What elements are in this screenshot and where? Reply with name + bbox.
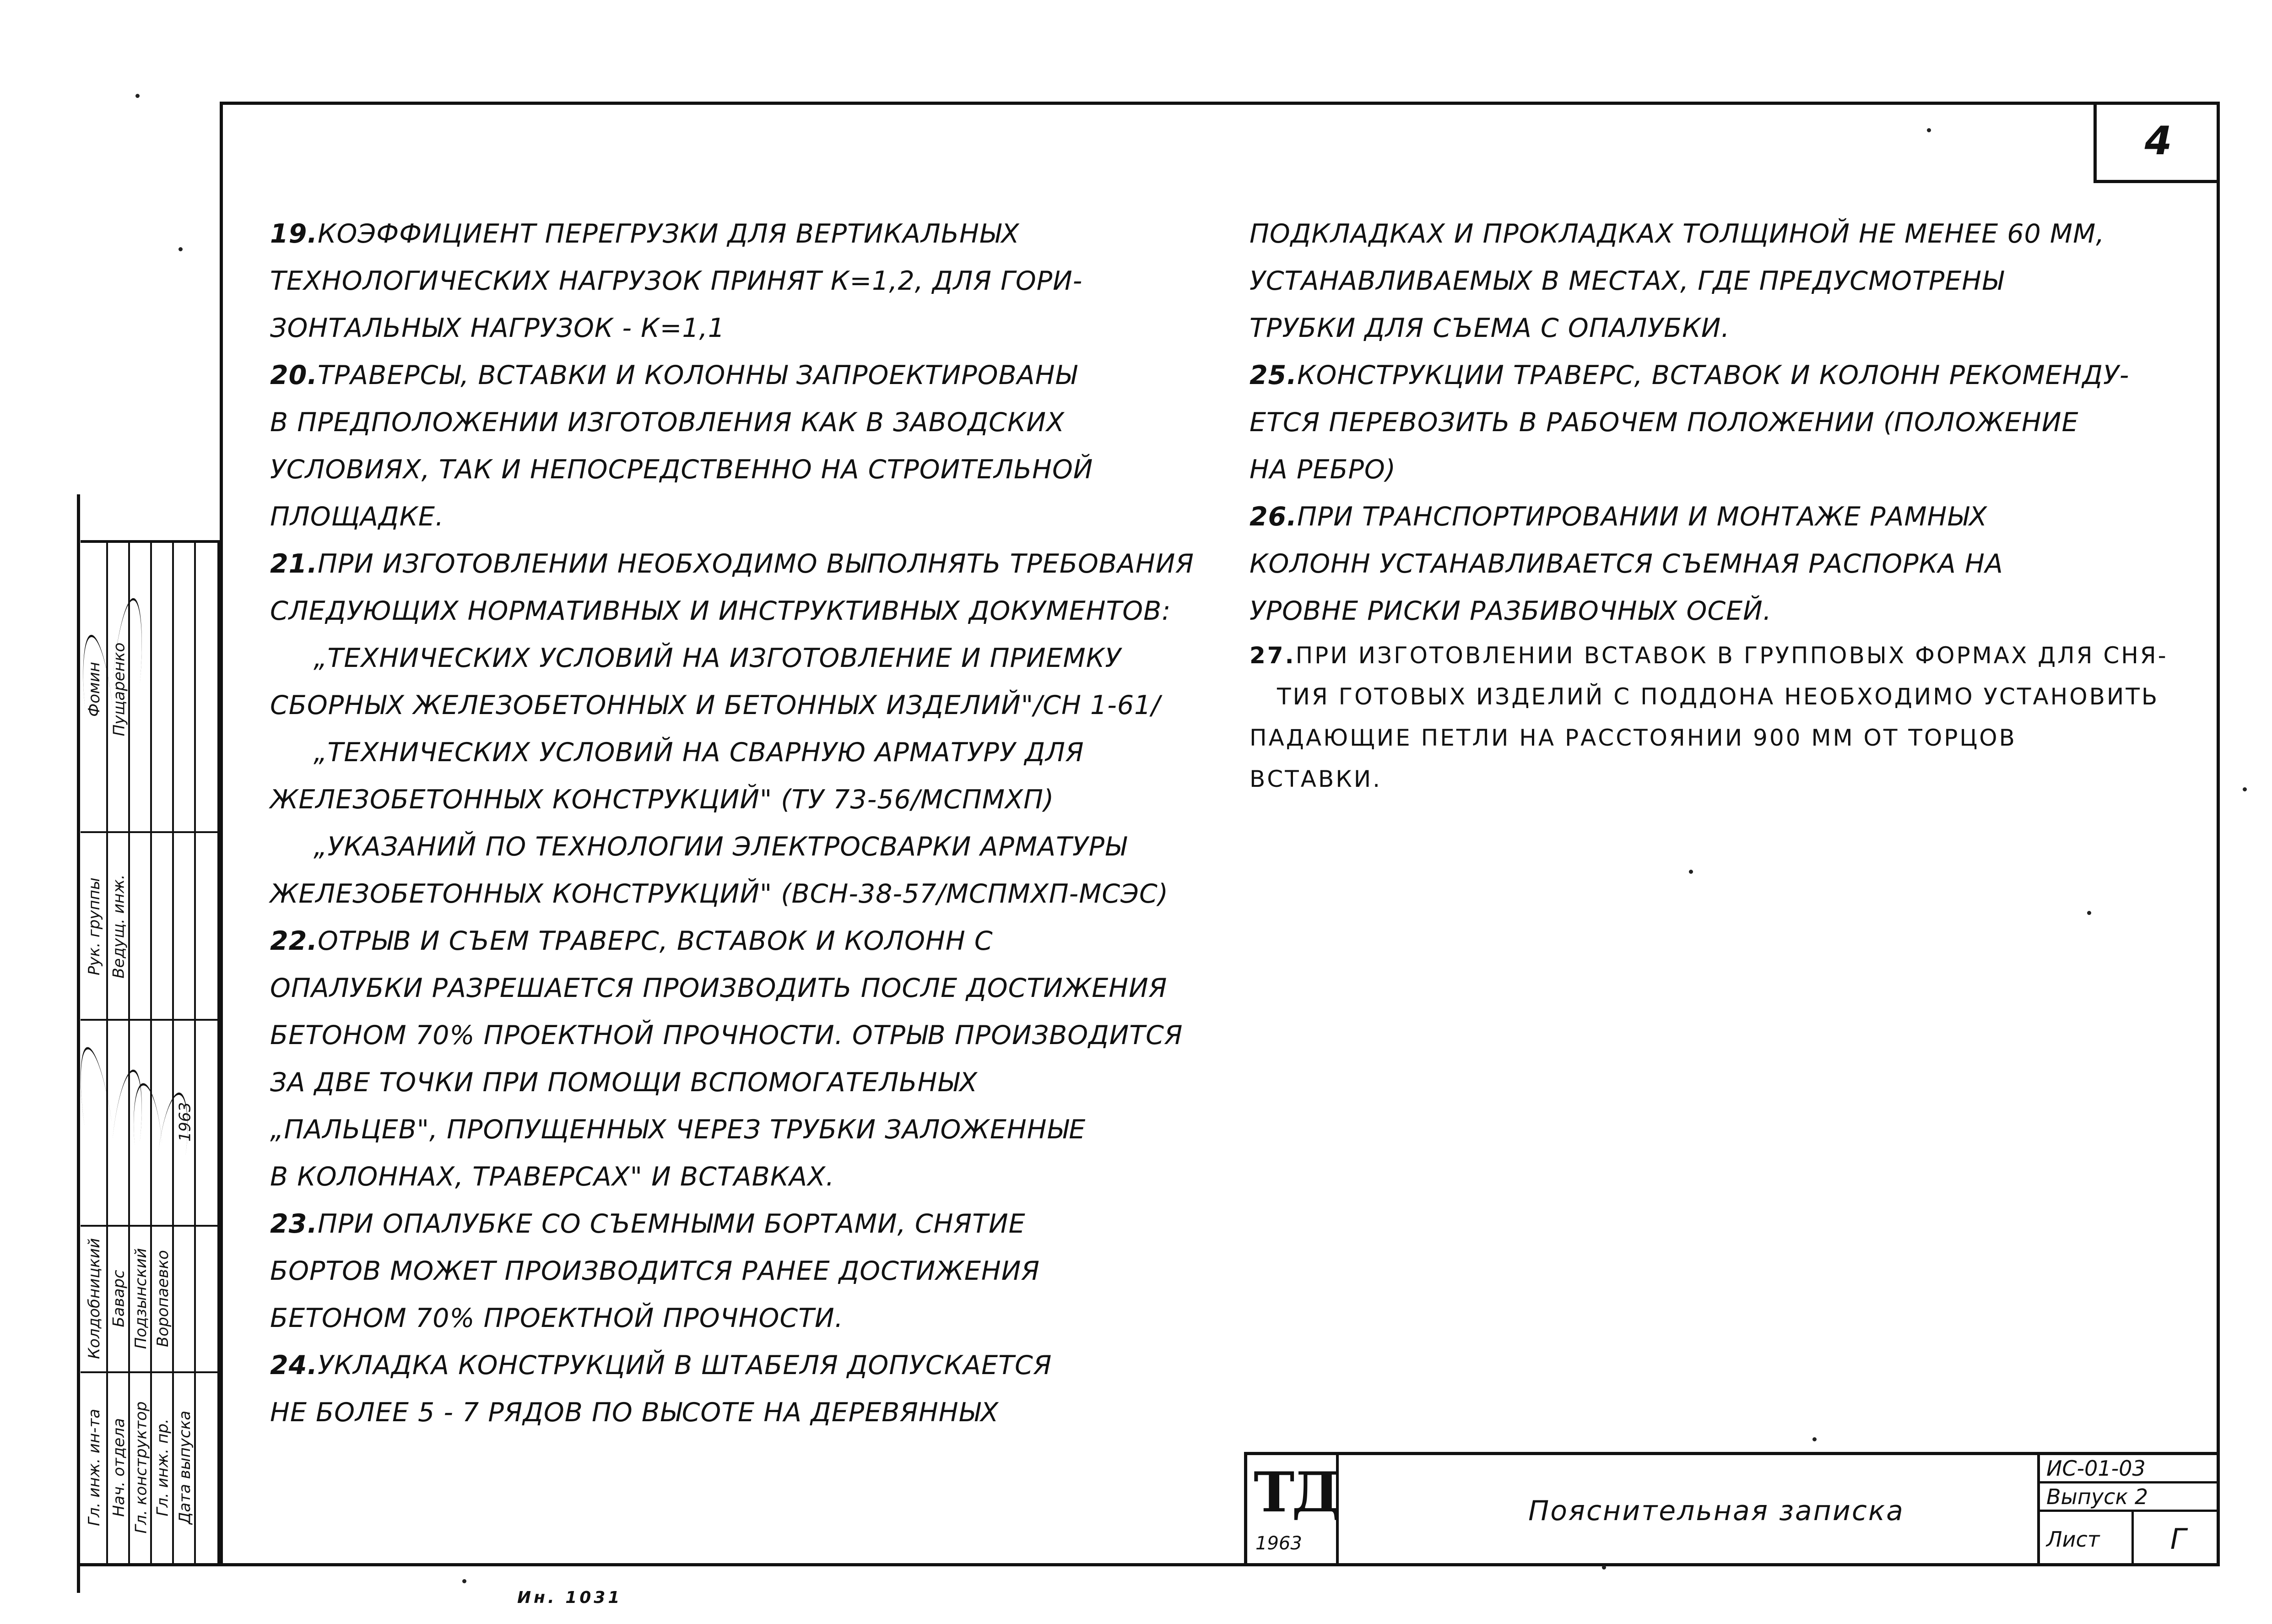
note-24 [270, 1342, 1213, 1436]
note-number: 24. [270, 1350, 318, 1380]
note-line: ОТРЫВ И СЪЕМ ТРАВЕРС, ВСТАВОК И КОЛОНН С [317, 926, 993, 956]
note-line: ПОДКЛАДКАХ И ПРОКЛАДКАХ ТОЛЩИНОЙ НЕ МЕНЕЕ 60 ММ, [1250, 219, 2105, 249]
scan-speck [462, 1579, 466, 1583]
stamp-role: Нач. отдела [110, 1418, 128, 1517]
stamp-role: Гл. конструктор [132, 1401, 151, 1534]
note-line: ЕТСЯ ПЕРЕВОЗИТЬ В РАБОЧЕМ ПОЛОЖЕНИИ (ПОЛОЖЕНИЕ [1250, 407, 2079, 438]
note-line: ЖЕЛЕЗОБЕТОННЫХ КОНСТРУКЦИЙ" (ТУ 73-56/МСПМХП) [270, 785, 1055, 815]
title-block-info [2037, 1455, 2220, 1566]
note-line: В КОЛОННАХ, ТРАВЕРСАХ" И ВСТАВКАХ. [270, 1162, 835, 1192]
note-line: УСЛОВИЯХ, ТАК И НЕПОСРЕДСТВЕННО НА СТРОИТЕЛЬНОЙ [270, 455, 1093, 485]
note-line: ТРАВЕРСЫ, ВСТАВКИ И КОЛОННЫ ЗАПРОЕКТИРОВАНЫ [317, 360, 1077, 390]
logo-mark: ТД [1254, 1460, 1338, 1525]
title-block [1244, 1452, 2220, 1566]
note-number: 23. [270, 1209, 318, 1239]
margin-line [77, 494, 80, 1593]
note-22 [270, 918, 1213, 1201]
note-number: 19. [270, 219, 318, 249]
note-number: 26. [1250, 502, 1297, 532]
stamp-name: Подзынский [132, 1248, 151, 1349]
note-line: УКЛАДКА КОНСТРУКЦИЙ В ШТАБЕЛЯ ДОПУСКАЕТСЯ [317, 1350, 1052, 1380]
note-line: НА РЕБРО) [1250, 455, 1396, 485]
stamp-divider [81, 831, 217, 833]
note-line: УРОВНЕ РИСКИ РАЗБИВОЧНЫХ ОСЕЙ. [1250, 596, 1772, 626]
note-line: СБОРНЫХ ЖЕЛЕЗОБЕТОННЫХ И БЕТОННЫХ ИЗДЕЛИЙ"/СН 1-61/ [270, 690, 1161, 720]
note-21 [270, 541, 1213, 918]
scan-speck [1812, 1437, 1817, 1441]
sheet-value: Г [2131, 1512, 2223, 1566]
sheet-number: 4 [2093, 102, 2220, 183]
note-line: СЛЕДУЮЩИХ НОРМАТИВНЫХ И ИНСТРУКТИВНЫХ ДОКУМЕНТОВ: [270, 596, 1171, 626]
note-line: „ТЕХНИЧЕСКИХ УСЛОВИЙ НА СВАРНУЮ АРМАТУРУ ДЛЯ [314, 737, 1084, 768]
note-23 [270, 1201, 1213, 1342]
note-27 [1250, 635, 2179, 800]
note-number: 22. [270, 926, 318, 956]
note-line: ЗОНТАЛЬНЫХ НАГРУЗОК - К=1,1 [270, 313, 725, 343]
note-line: ТРУБКИ ДЛЯ СЪЕМА С ОПАЛУБКИ. [1250, 313, 1730, 343]
stamp-year: 1963 [176, 1102, 194, 1142]
stamp-name: Колдобницкий [85, 1238, 103, 1359]
note-line: ЖЕЛЕЗОБЕТОННЫХ КОНСТРУКЦИЙ" (ВСН-38-57/МСПМХП-МСЭС) [270, 879, 1169, 909]
scan-speck [2087, 911, 2091, 915]
stamp-divider [81, 1019, 217, 1021]
issue-number: Выпуск 2 [2040, 1483, 2220, 1512]
note-line: НЕ БОЛЕЕ 5 - 7 РЯДОВ ПО ВЫСОТЕ НА ДЕРЕВЯННЫХ [270, 1397, 999, 1428]
note-line: „ТЕХНИЧЕСКИХ УСЛОВИЙ НА ИЗГОТОВЛЕНИЕ И ПРИЕМКУ [314, 643, 1121, 673]
note-25 [1250, 352, 2179, 493]
note-20 [270, 352, 1213, 541]
note-line: ПРИ ТРАНСПОРТИРОВАНИИ И МОНТАЖЕ РАМНЫХ [1297, 502, 1988, 532]
note-line: ОПАЛУБКИ РАЗРЕШАЕТСЯ ПРОИЗВОДИТЬ ПОСЛЕ ДОСТИЖЕНИЯ [270, 973, 1168, 1003]
scan-speck [1689, 870, 1693, 874]
note-line: ТИЯ ГОТОВЫХ ИЗДЕЛИЙ С ПОДДОНА НЕОБХОДИМО УСТАНОВИТЬ [1277, 683, 2159, 710]
note-line: ПРИ ИЗГОТОВЛЕНИИ НЕОБХОДИМО ВЫПОЛНЯТЬ ТРЕБОВАНИЯ [317, 549, 1195, 579]
note-line: КОЛОНН УСТАНАВЛИВАЕТСЯ СЪЕМНАЯ РАСПОРКА НА [1250, 549, 2003, 579]
document-code: ИС-01-03 [2040, 1455, 2220, 1483]
note-number: 27. [1250, 642, 1296, 669]
stamp-divider [81, 1371, 217, 1373]
note-line: ПРИ ИЗГОТОВЛЕНИИ ВСТАВОК В ГРУППОВЫХ ФОРМАХ ДЛЯ СНЯ- [1295, 642, 2168, 669]
scan-speck [1927, 128, 1931, 132]
inventory-note: Ин. 1031 [517, 1588, 622, 1607]
note-26 [1250, 493, 2179, 635]
note-line: ТЕХНОЛОГИЧЕСКИХ НАГРУЗОК ПРИНЯТ К=1,2, ДЛЯ ГОРИ- [270, 266, 1083, 296]
approval-stamp [81, 540, 220, 1563]
notes-right-column [1250, 211, 2179, 800]
note-24-continuation [1250, 211, 2179, 352]
scan-speck [2243, 787, 2247, 791]
note-line: КОНСТРУКЦИИ ТРАВЕРС, ВСТАВОК И КОЛОНН РЕКОМЕНДУ- [1297, 360, 2130, 390]
stamp-name: Баварс [110, 1270, 128, 1327]
note-line: ПЛОЩАДКЕ. [270, 502, 444, 532]
stamp-divider [81, 1225, 217, 1227]
logo-year: 1963 [1255, 1533, 1302, 1554]
note-line: БЕТОНОМ 70% ПРОЕКТНОЙ ПРОЧНОСТИ. ОТРЫВ ПРОИЗВОДИТСЯ [270, 1020, 1183, 1050]
note-number: 21. [270, 549, 318, 579]
stamp-name: Фомин [85, 661, 104, 717]
note-number: 25. [1250, 360, 1297, 390]
stamp-role: Рук. группы [85, 877, 103, 975]
note-line: „УКАЗАНИЙ ПО ТЕХНОЛОГИИ ЭЛЕКТРОСВАРКИ АРМАТУРЫ [314, 832, 1127, 862]
note-line: ПРИ ОПАЛУБКЕ СО СЪЕМНЫМИ БОРТАМИ, СНЯТИЕ [317, 1209, 1026, 1239]
stamp-name: Пущаренко [110, 642, 128, 736]
note-line: БЕТОНОМ 70% ПРОЕКТНОЙ ПРОЧНОСТИ. [270, 1303, 844, 1333]
stamp-role: Ведущ. инж. [110, 874, 128, 979]
publisher-logo [1247, 1455, 1339, 1566]
stamp-role: Гл. инж. ин-та [85, 1408, 104, 1527]
note-line: КОЭФФИЦИЕНТ ПЕРЕГРУЗКИ ДЛЯ ВЕРТИКАЛЬНЫХ [317, 219, 1020, 249]
scan-speck [1602, 1565, 1606, 1570]
stamp-name: Воропаевко [154, 1250, 172, 1347]
note-line: ВСТАВКИ. [1250, 766, 1382, 792]
note-line: В ПРЕДПОЛОЖЕНИИ ИЗГОТОВЛЕНИЯ КАК В ЗАВОДСКИХ [270, 407, 1065, 438]
note-line: БОРТОВ МОЖЕТ ПРОИЗВОДИТСЯ РАНЕЕ ДОСТИЖЕНИЯ [270, 1256, 1040, 1286]
stamp-role: Дата выпуска [176, 1410, 194, 1525]
scan-speck [179, 247, 183, 251]
note-line: ПАДАЮЩИЕ ПЕТЛИ НА РАССТОЯНИИ 900 ММ ОТ ТОРЦОВ [1250, 725, 2017, 751]
note-19 [270, 211, 1213, 352]
document-title: Пояснительная записка [1528, 1494, 1904, 1527]
stamp-role: Гл. инж. пр. [154, 1418, 173, 1516]
scan-speck [135, 94, 140, 98]
note-line: ЗА ДВЕ ТОЧКИ ПРИ ПОМОЩИ ВСПОМОГАТЕЛЬНЫХ [270, 1067, 978, 1098]
sheet-label: Лист [2046, 1527, 2100, 1552]
note-line: „ПАЛЬЦЕВ", ПРОПУЩЕННЫХ ЧЕРЕЗ ТРУБКИ ЗАЛОЖЕННЫЕ [270, 1115, 1086, 1145]
notes-left-column [270, 211, 1213, 1436]
margin-line-bottom [77, 1563, 220, 1566]
note-number: 20. [270, 360, 318, 390]
note-line: УСТАНАВЛИВАЕМЫХ В МЕСТАХ, ГДЕ ПРЕДУСМОТРЕНЫ [1250, 266, 2004, 296]
